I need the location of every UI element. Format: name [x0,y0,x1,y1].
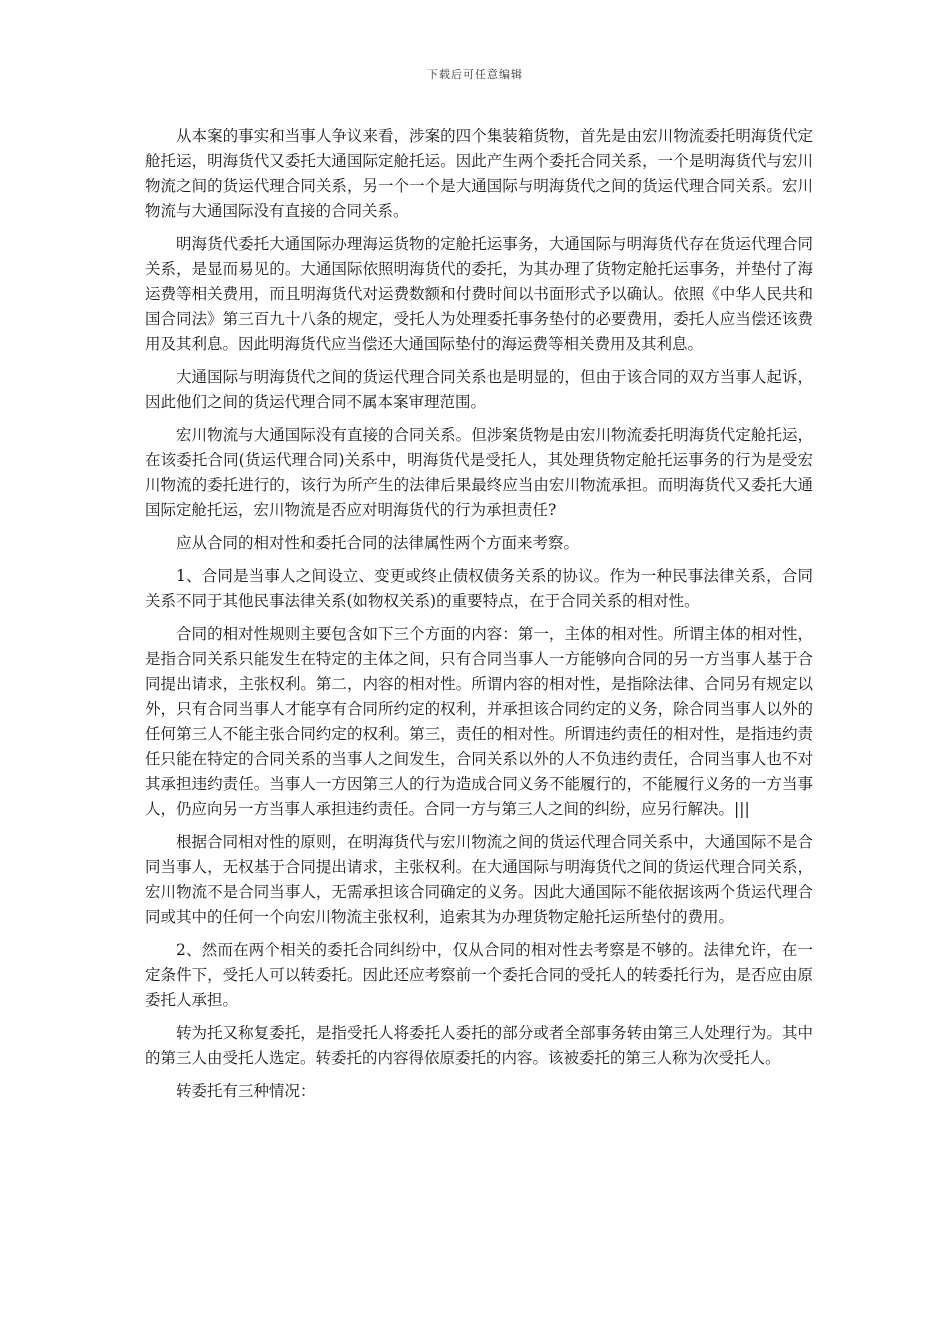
paragraph: 从本案的事实和当事人争议来看，涉案的四个集装箱货物，首先是由宏川物流委托明海货代定舱托运，明海货代又委托大通国际定舱托运。因此产生两个委托合同关系，一个是明海货代与宏川物流之间的货运代理合同关系，另一个一个是大通国际与明海货代之间的货运代理合同关系。宏川物流与大通国际没有直接的合同关系。 [145,127,813,220]
paragraph: 1、合同是当事人之间设立、变更或终止债权债务关系的协议。作为一种民事法律关系，合同关系不同于其他民事法律关系(如物权关系)的重要特点，在于合同关系的相对性。 [145,567,813,610]
paragraph: 2、然而在两个相关的委托合同纠纷中，仅从合同的相对性去考察是不够的。法律允许，在一定条件下，受托人可以转委托。因此还应考察前一个委托合同的受托人的转委托行为，是否应由原委托人承担。 [145,941,813,1009]
page-header: 下载后可任意编辑 [427,68,523,81]
paragraph: 宏川物流与大通国际没有直接的合同关系。但涉案货物是由宏川物流委托明海货代定舱托运，在该委托合同(货运代理合同)关系中，明海货代是受托人，其处理货物定舱托运事务的行为是受宏川物流的委托进行的，该行为所产生的法律后果最终应当由宏川物流承担。而明海货代又委托大通国际定舱托运，宏川物流是否应对明海货代的行为承担责任? [145,426,813,519]
paragraph: 转为托又称复委托，是指受托人将委托人委托的部分或者全部事务转由第三人处理行为。其中的第三人由受托人选定。转委托的内容得依原委托的内容。该被委托的第三人称为次受托人。 [145,1024,813,1067]
paragraph: 明海货代委托大通国际办理海运货物的定舱托运事务，大通国际与明海货代存在货运代理合同关系，是显而易见的。大通国际依照明海货代的委托，为其办理了货物定舱托运事务，并垫付了海运费等相关费用，而且明海货代对运费数额和付费时间以书面形式予以确认。依照《中华人民共和国合同法》第三百九十八条的规定，受托人为处理委托事务垫付的必要费用，委托人应当偿还该费用及其利息。因此明海货代应当偿还大通国际垫付的海运费等相关费用及其利息。 [145,235,813,353]
paragraph: 根据合同相对性的原则，在明海货代与宏川物流之间的货运代理合同关系中，大通国际不是合同当事人，无权基于合同提出请求，主张权利。在大通国际与明海货代之间的货运代理合同关系，宏川物流不是合同当事人，无需承担该合同确定的义务。因此大通国际不能依据该两个货运代理合同或其中的任何一个向宏川物流主张权利，追索其为办理货物定舱托运所垫付的费用。 [145,833,813,926]
paragraph: 合同的相对性规则主要包含如下三个方面的内容：第一，主体的相对性。所谓主体的相对性，是指合同关系只能发生在特定的主体之间，只有合同当事人一方能够向合同的另一方当事人基于合同提出请求，主张权利。第二，内容的相对性。所谓内容的相对性，是指除法律、合同另有规定以外，只有合同当事人才能享有合同所约定的权利，并承担该合同约定的义务，除合同当事人以外的任何第三人不能主张合同约定的权利。第三，责任的相对性。所谓违约责任的相对性，是指违约责任只能在特定的合同关系的当事人之间发生，合同关系以外的人不负违约责任，合同当事人也不对其承担违约责任。当事人一方因第三人的行为造成合同义务不能履行的，不能履行义务的一方当事人，仍应向另一方当事人承担违约责任。合同一方与第三人之间的纠纷，应另行解决。||| [145,625,813,818]
paragraph: 应从合同的相对性和委托合同的法律属性两个方面来考察。 [176,534,580,552]
document-body [145,124,813,1112]
paragraph: 转委托有三种情况： [176,1082,316,1100]
paragraph: 大通国际与明海货代之间的货运代理合同关系也是明显的，但由于该合同的双方当事人起诉，因此他们之间的货运代理合同不属本案审理范围。 [145,368,813,411]
